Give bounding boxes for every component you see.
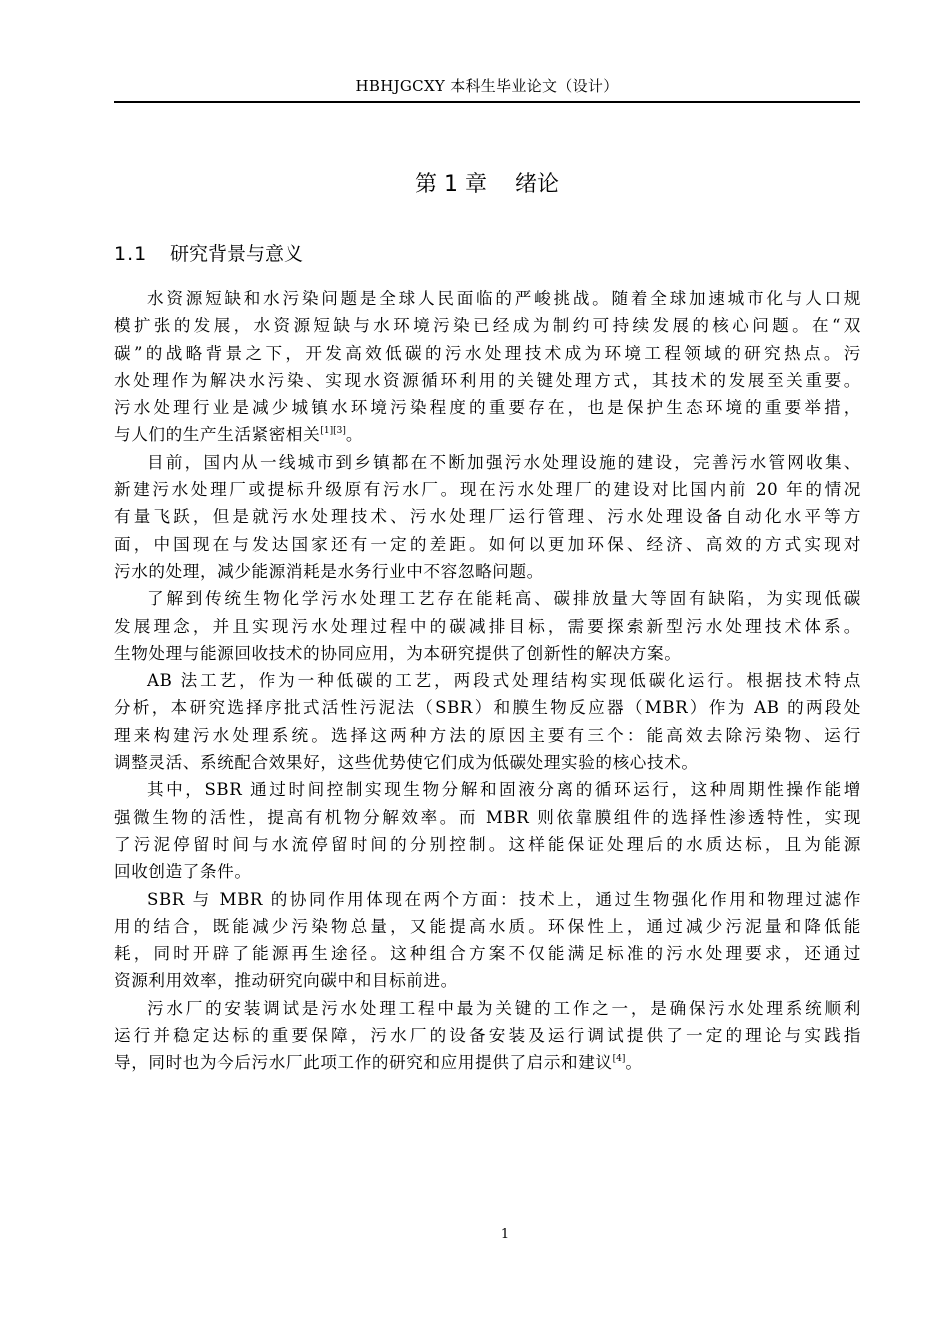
paragraph-line: AB 法工艺，作为一种低碳的工艺，两段式处理结构实现低碳化运行。根据技术特点 [147,671,861,691]
chapter-title: 第 1 章 绪论 [415,172,559,197]
paragraph-line: 污水处理行业是减少城镇水环境污染程度的重要存在，也是保护生态环境的重要举措， [114,398,861,418]
paragraph-line: 水资源短缺和水污染问题是全球人民面临的严峻挑战。随着全球加速城市化与人口规 [147,289,861,308]
paragraph-line: 调整灵活、系统配合效果好，这些优势使它们成为低碳处理实验的核心技术。 [114,753,699,773]
line-text: 导，同时也为今后污水厂此项工作的研究和应用提供了启示和建议 [114,1053,613,1073]
paragraph-line: 强微生物的活性，提高有机物分解效率。而 MBR 则依靠膜组件的选择性渗透特性，实现 [114,807,861,827]
paragraph [114,667,861,776]
paragraph-line: 模扩张的发展，水资源短缺与水环境污染已经成为制约可持续发展的核心问题。在“双 [114,316,861,336]
running-header: HBHJGCXY 本科生毕业论文（设计） [355,77,619,95]
paragraph [114,585,861,667]
paragraph-line: 目前，国内从一线城市到乡镇都在不断加强污水处理设施的建设，完善污水管网收集、 [147,452,861,472]
paragraph-line: SBR 与 MBR 的协同作用体现在两个方面：技术上，通过生物强化作用和物理过滤作 [147,889,861,909]
paragraph [114,886,861,995]
line-tail: 。 [625,1053,643,1073]
section-heading [114,241,303,267]
paragraph-line: 分析，本研究选择序批式活性污泥法（SBR）和膜生物反应器（MBR）作为 AB 的两段处 [114,698,861,718]
paragraph-line: 污水的处理，减少能源消耗是水务行业中不容忽略问题。 [114,561,544,581]
section-title: 研究背景与意义 [170,243,304,265]
paragraph-line: 碳”的战略背景之下，开发高效低碳的污水处理技术成为环境工程领域的研究热点。污 [114,343,861,363]
body-text [114,285,861,1077]
citation-ref: [4] [612,1054,626,1065]
page-number: 1 [500,1227,510,1242]
paragraph-line: 生物处理与能源回收技术的协同应用，为本研究提供了创新性的解决方案。 [114,643,682,663]
paragraph [114,449,861,585]
paragraph-line [114,421,861,448]
paragraph-line: 资源利用效率，推动研究向碳中和目标前进。 [114,971,458,991]
paragraph-line: 发展理念，并且实现污水处理过程中的碳减排目标，需要探索新型污水处理技术体系。 [114,616,861,636]
header-rule [114,101,860,103]
paragraph-line: 面，中国现在与发达国家还有一定的差距。如何以更加环保、经济、高效的方式实现对 [114,534,861,554]
paragraph-line: 用的结合，既能减少污染物总量，又能提高水质。环保性上，通过减少污泥量和降低能 [114,916,861,936]
paragraph-line: 了污泥停留时间与水流停留时间的分别控制。这样能保证处理后的水质达标，且为能源 [114,834,861,854]
line-tail: 。 [345,425,364,445]
section-number: 1.1 [114,243,148,265]
paragraph-line: 水处理作为解决水污染、实现水资源循环利用的关键处理方式，其技术的发展至关重要。 [114,370,861,390]
paragraph-line [114,1049,861,1076]
paragraph-line: 了解到传统生物化学污水处理工艺存在能耗高、碳排放量大等固有缺陷，为实现低碳 [147,589,861,609]
paragraph [114,285,861,449]
paragraph-line: 污水厂的安装调试是污水处理工程中最为关键的工作之一，是确保污水处理系统顺利 [147,998,861,1018]
paragraph-line: 耗，同时开辟了能源再生途径。这种组合方案不仅能满足标准的污水处理要求，还通过 [114,944,861,964]
line-text: 与人们的生产生活紧密相关 [114,425,321,445]
paragraph [114,995,861,1077]
paragraph-line: 有量飞跃，但是就污水处理技术、污水处理厂运行管理、污水处理设备自动化水平等方 [114,507,861,527]
paragraph-line: 新建污水处理厂或提标升级原有污水厂。现在污水处理厂的建设对比国内前 20 年的情况 [114,480,861,500]
paragraph [114,776,861,885]
paragraph-line: 回收创造了条件。 [114,862,252,882]
paragraph-line: 运行并稳定达标的重要保障，污水厂的设备安装及运行调试提供了一定的理论与实践指 [114,1026,861,1046]
paragraph-line: 理来构建污水处理系统。选择这两种方法的原因主要有三个：能高效去除污染物、运行 [114,725,861,745]
citation-ref: [1][3] [320,426,346,437]
paragraph-line: 其中，SBR 通过时间控制实现生物分解和固液分离的循环运行，这种周期性操作能增 [147,780,861,800]
